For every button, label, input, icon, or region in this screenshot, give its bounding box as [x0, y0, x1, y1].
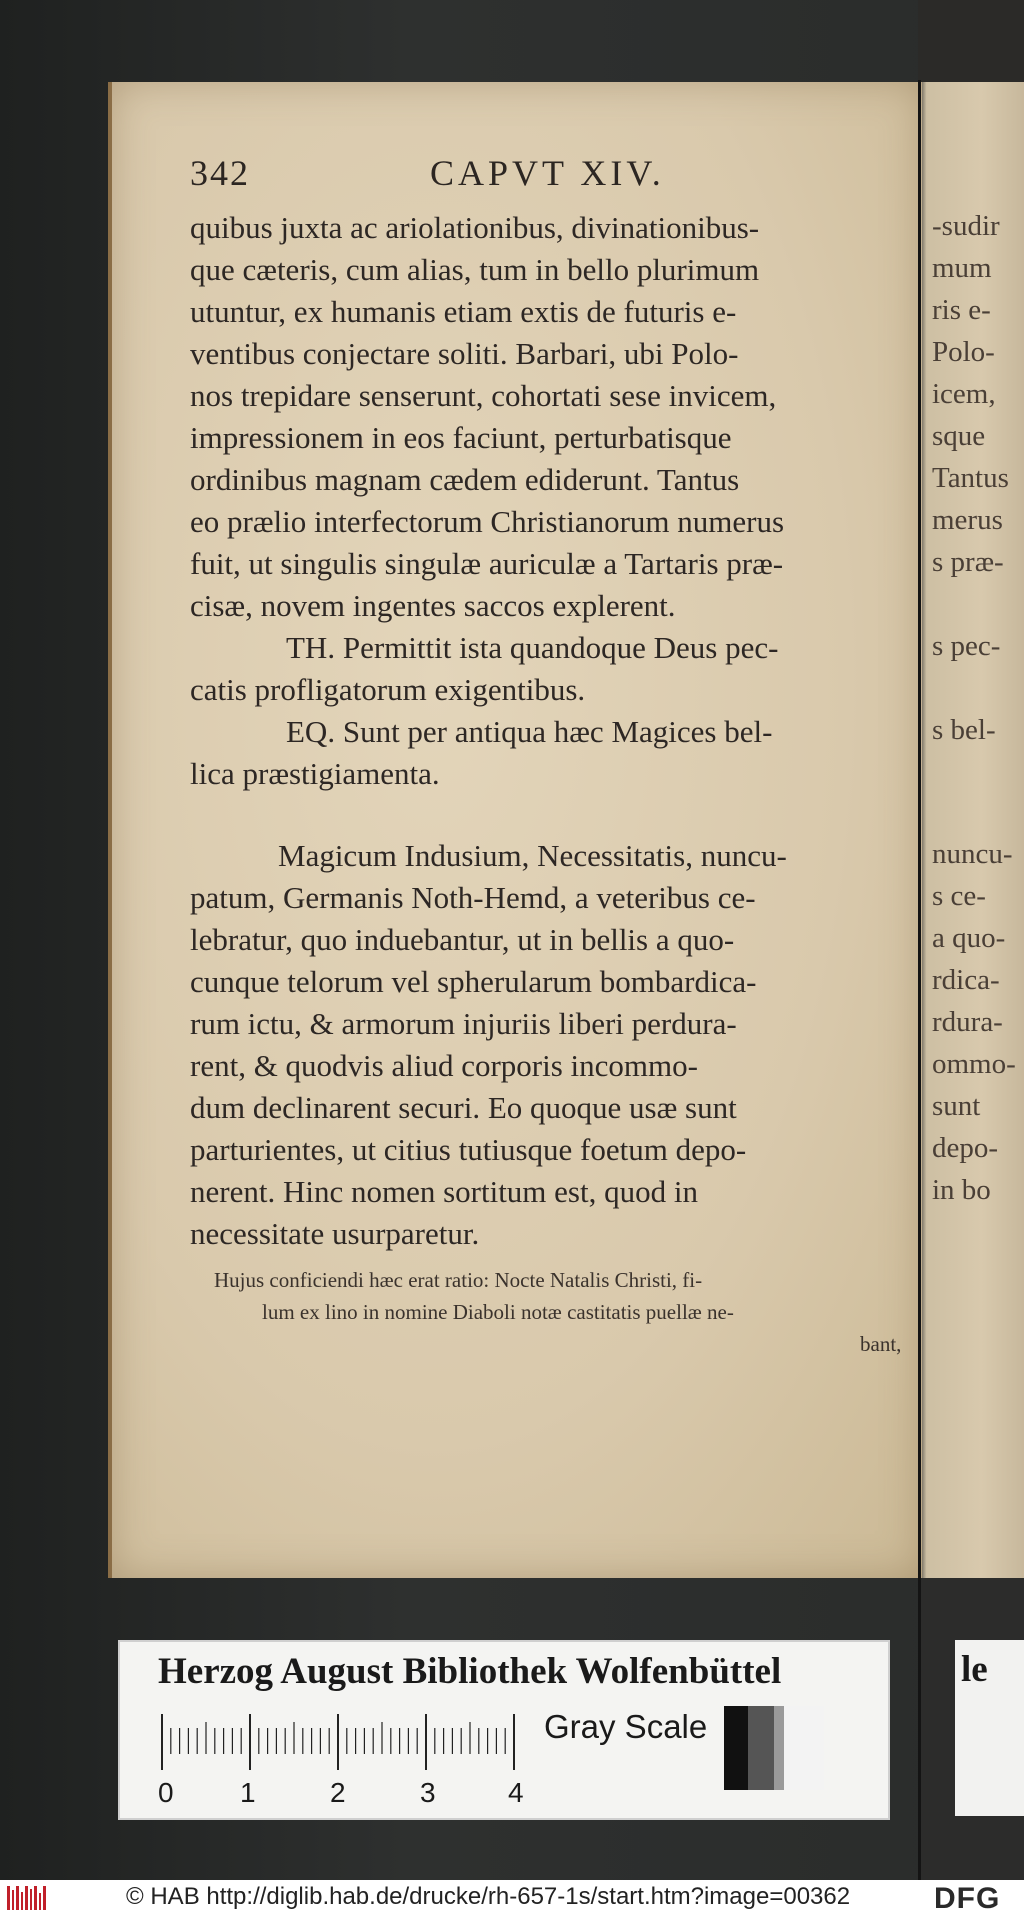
gray-scale-label: Gray Scale — [544, 1708, 708, 1745]
swatch-black — [724, 1706, 748, 1790]
neighbour-fragment: a quo- — [932, 922, 1006, 954]
neighbour-fragment: s pec- — [932, 630, 1001, 662]
eq-line: lica præstigiamenta. — [190, 756, 440, 791]
text-line: rent, & quodvis aliud corporis incommo- — [190, 1048, 698, 1083]
text-line: fuit, ut singulis singulæ auriculæ a Tartaris præ- — [190, 546, 784, 581]
text-line: ventibus conjectare soliti. Barbari, ubi Polo- — [190, 336, 739, 371]
footnote-line: lum ex lino in nomine Diaboli notæ castitatis puellæ ne- — [262, 1300, 734, 1324]
gray-scale-swatches — [724, 1706, 824, 1790]
text-line: patum, Germanis Noth-Hemd, a veteribus ce- — [190, 880, 756, 915]
neighbour-fragment: merus — [932, 504, 1003, 536]
ruler — [158, 1714, 524, 1814]
text-line: dum declinarent securi. Eo quoque usæ sunt — [190, 1090, 737, 1125]
eq-line: EQ. Sunt per antiqua hæc Magices bel- — [286, 714, 773, 749]
neighbour-fragment: s bel- — [932, 714, 996, 746]
neighbour-fragment: Polo- — [932, 336, 995, 368]
text-line: que cæteris, cum alias, tum in bello plurimum — [190, 252, 760, 287]
swatch-white — [784, 1706, 824, 1790]
footnote-line: bant, — [860, 1332, 902, 1356]
text-line: rum ictu, & armorum injuriis liberi perdura- — [190, 1006, 737, 1041]
barcode-icon — [6, 1884, 50, 1912]
text-line: utuntur, ex humanis etiam extis de futuris e- — [190, 294, 737, 329]
color-calibration-card — [118, 1640, 890, 1820]
text-line: lebratur, quo induebantur, ut in bellis a quo- — [190, 922, 735, 957]
neighbour-fragment: sunt — [932, 1090, 981, 1122]
neighbour-page-top-shadow — [918, 0, 1024, 82]
neighbour-fragment: -sudir — [932, 210, 1000, 242]
text-line: quibus juxta ac ariolationibus, divinationibus- — [190, 210, 760, 245]
neighbour-fragment: s præ- — [932, 546, 1004, 578]
text-line: nos trepidare senserunt, cohortati sese invicem, — [190, 378, 777, 413]
neighbour-fragment: rdica- — [932, 964, 1000, 996]
neighbour-fragment: depo- — [932, 1132, 999, 1164]
footer-url[interactable]: © HAB http://diglib.hab.de/drucke/rh-657-1s/start.htm?image=00362 — [126, 1883, 851, 1910]
text-line: parturientes, ut citius tutiusque foetum depo- — [190, 1132, 747, 1167]
th-line: catis profligatorum exigentibus. — [190, 672, 586, 707]
page-number: 342 — [190, 153, 250, 193]
running-head — [190, 152, 710, 202]
text-line: ordinibus magnam cædem ediderunt. Tantus — [190, 462, 740, 497]
text-line: eo prælio interfectorum Christianorum numerus — [190, 504, 785, 539]
dfg-logo: DFG — [934, 1882, 1001, 1915]
footer-bar — [0, 1880, 1024, 1916]
text-line: impressionem in eos faciunt, perturbatisque — [190, 420, 732, 455]
text-line: Magicum Indusium, Necessitatis, nuncu- — [278, 838, 787, 873]
ruler-label: 3 — [420, 1777, 436, 1808]
neighbour-fragment: s ce- — [932, 880, 986, 912]
ruler-ticks — [162, 1714, 514, 1770]
th-line: TH. Permittit ista quandoque Deus pec- — [286, 630, 779, 665]
swatch-dark-gray — [748, 1706, 774, 1790]
swatch-mid-gray — [774, 1706, 784, 1790]
neighbour-fragment: nuncu- — [932, 838, 1013, 870]
neighbour-fragment: icem, — [932, 378, 996, 410]
ruler-label: 0 — [158, 1777, 174, 1808]
ruler-label: 1 — [240, 1777, 256, 1808]
neighbour-fragment: rdura- — [932, 1006, 1003, 1038]
chapter-heading: CAPVT XIV. — [430, 153, 665, 193]
neighbour-fragment: mum — [932, 252, 992, 284]
neighbour-card — [955, 1640, 1024, 1816]
neighbour-fragment: in bo — [932, 1174, 991, 1206]
neighbour-fragment: sque — [932, 420, 986, 452]
text-line: nerent. Hinc nomen sortitum est, quod in — [190, 1174, 698, 1209]
footnote-line: Hujus conficiendi hæc erat ratio: Nocte Natalis Christi, fi- — [214, 1268, 703, 1292]
neighbour-fragment: Tantus — [932, 462, 1009, 494]
text-line: cisæ, novem ingentes saccos explerent. — [190, 588, 676, 623]
neighbour-card-text: le — [961, 1649, 988, 1690]
neighbour-fragment: ommo- — [932, 1048, 1016, 1080]
ruler-label: 2 — [330, 1777, 346, 1808]
text-line: necessitate usurparetur. — [190, 1216, 480, 1251]
neighbour-fragment: ris e- — [932, 294, 991, 326]
card-title: Herzog August Bibliothek Wolfenbüttel — [158, 1651, 782, 1692]
text-line: cunque telorum vel spherularum bombardica- — [190, 964, 757, 999]
ruler-label: 4 — [508, 1777, 524, 1808]
